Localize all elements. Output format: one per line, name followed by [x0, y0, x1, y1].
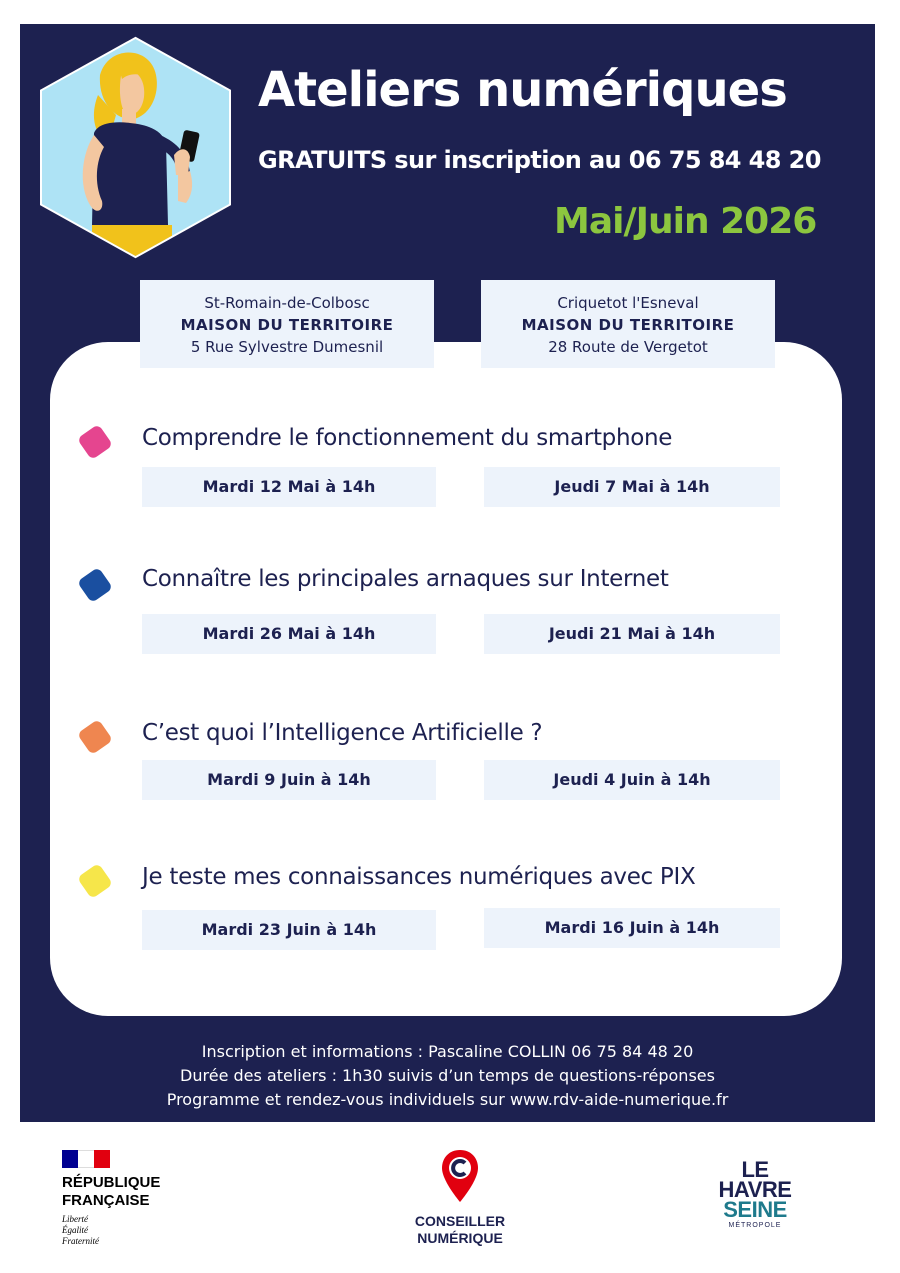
woman-smartphone-illustration: [38, 35, 233, 260]
workshop-title: C’est quoi l’Intelligence Artificielle ?: [142, 720, 543, 746]
location-card-criquetot: [481, 280, 775, 368]
lh-line3: SEINE: [723, 1197, 787, 1222]
rf-line1: RÉPUBLIQUE: [62, 1174, 161, 1191]
footer-info: [20, 1040, 875, 1112]
cn-line2: NUMÉRIQUE: [417, 1230, 503, 1246]
rf-line2: FRANÇAISE: [62, 1192, 150, 1209]
location-town: Criquetot l'Esneval: [557, 294, 699, 312]
registration-phone: GRATUITS sur inscription au 06 75 84 48 20: [258, 146, 821, 174]
conseiller-numerique-logo: [400, 1148, 520, 1247]
workshop-date-st-romain: Mardi 23 Juin à 14h: [142, 910, 436, 950]
workshop-title: Comprendre le fonctionnement du smartphone: [142, 425, 673, 451]
location-address: 28 Route de Vergetot: [548, 338, 708, 356]
le-havre-seine-metropole-logo: [700, 1157, 810, 1229]
workshop-date-criquetot: Jeudi 21 Mai à 14h: [484, 614, 780, 654]
page-title: Ateliers numériques: [258, 62, 787, 118]
location-card-st-romain: [140, 280, 434, 368]
rf-motto-fraternite: Fraternité: [62, 1236, 99, 1246]
footer-website: Programme et rendez-vous individuels sur www.rdv-aide-numerique.fr: [166, 1090, 729, 1109]
period-label: Mai/Juin 2026: [554, 201, 817, 242]
workshop-date-criquetot: Jeudi 4 Juin à 14h: [484, 760, 780, 800]
cn-line1: CONSEILLER: [414, 1213, 506, 1229]
location-house: MAISON DU TERRITOIRE: [180, 316, 394, 334]
location-address: 5 Rue Sylvestre Dumesnil: [190, 338, 384, 356]
workshop-title: Je teste mes connaissances numériques avec PIX: [142, 864, 696, 890]
lh-line1: LE: [741, 1157, 769, 1182]
workshop-date-st-romain: Mardi 12 Mai à 14h: [142, 467, 436, 507]
lh-line4: MÉTROPOLE: [728, 1222, 782, 1229]
rf-motto-liberte: Liberté: [62, 1214, 88, 1224]
location-house: MAISON DU TERRITOIRE: [521, 316, 735, 334]
footer-duration: Durée des ateliers : 1h30 suivis d’un temps de questions-réponses: [180, 1066, 715, 1085]
footer-contact: Inscription et informations : Pascaline COLLIN 06 75 84 48 20: [201, 1042, 694, 1061]
french-flag-icon: [62, 1150, 110, 1168]
workshop-date-criquetot: Mardi 16 Juin à 14h: [484, 908, 780, 948]
location-town: St-Romain-de-Colbosc: [204, 294, 370, 312]
rf-motto-egalite: Égalité: [62, 1225, 88, 1235]
location-pin-icon: [440, 1148, 480, 1204]
workshop-date-criquetot: Jeudi 7 Mai à 14h: [484, 467, 780, 507]
workshop-date-st-romain: Mardi 26 Mai à 14h: [142, 614, 436, 654]
workshop-title: Connaître les principales arnaques sur Internet: [142, 566, 669, 592]
lh-line2: HAVRE: [718, 1177, 792, 1202]
workshop-date-st-romain: Mardi 9 Juin à 14h: [142, 760, 436, 800]
republique-francaise-logo: [62, 1150, 160, 1247]
